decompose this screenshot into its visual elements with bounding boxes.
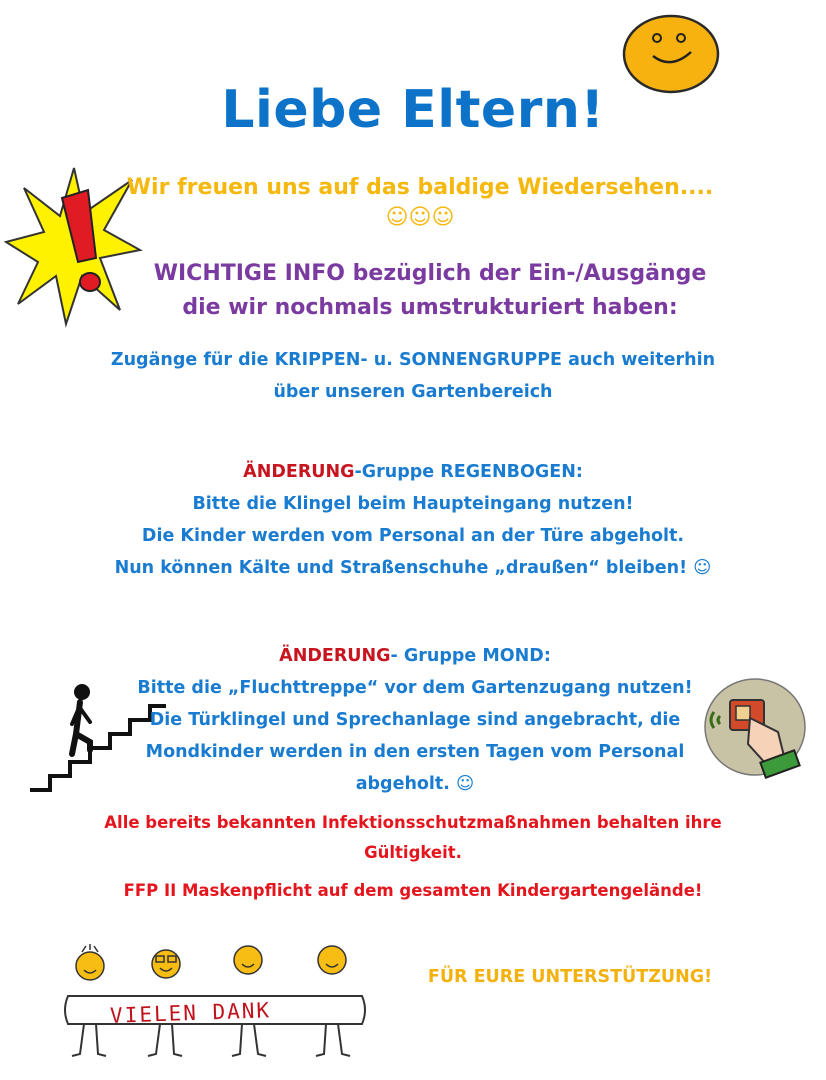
mond-line-4: abgeholt. ☺ <box>355 774 475 794</box>
mask-notice: FFP II Maskenpflicht auf dem gesamten Kindergartengelände! <box>123 881 703 900</box>
regenbogen-heading <box>60 456 766 488</box>
mond-section <box>110 640 720 800</box>
access-line-2: über unseren Gartenbereich <box>273 382 553 402</box>
regenbogen-section <box>60 456 766 584</box>
important-info <box>110 257 750 325</box>
regenbogen-line-2: Die Kinder werden vom Personal an der Türe abgeholt. <box>141 526 685 546</box>
rules-line-1: Alle bereits bekannten Infektionsschutzmaßnahmen behalten ihre <box>104 813 722 832</box>
rules-line-2: Gültigkeit. <box>364 843 462 862</box>
regenbogen-line-1: Bitte die Klingel beim Haupteingang nutzen! <box>192 494 634 514</box>
group-name: - Gruppe MOND: <box>390 646 551 666</box>
group-name: -Gruppe REGENBOGEN: <box>354 462 583 482</box>
banner-text: VIELEN DANK <box>109 998 272 1028</box>
change-label: ÄNDERUNG <box>243 462 355 482</box>
important-line-1: WICHTIGE INFO bezüglich der Ein-/Ausgänge <box>153 261 707 286</box>
thanks-text: FÜR EURE UNTERSTÜTZUNG! <box>427 967 713 987</box>
greeting-smileys: ☺☺☺ <box>385 205 455 230</box>
mond-line-1: Bitte die „Fluchttreppe“ vor dem Gartenzugang nutzen! <box>137 678 693 698</box>
mond-heading <box>110 640 720 672</box>
mond-line-3: Mondkinder werden in den ersten Tagen vom Personal <box>145 742 685 762</box>
access-line-1: Zugänge für die KRIPPEN- u. SONNENGRUPPE auch weiterhin <box>110 350 716 370</box>
regenbogen-line-3: Nun können Kälte und Straßenschuhe „draußen“ bleiben! ☺ <box>114 558 712 578</box>
mond-line-2: Die Türklingel und Sprechanlage sind angebracht, die <box>149 710 681 730</box>
greeting-line: Wir freuen uns auf das baldige Wiedersehen.... <box>126 175 714 200</box>
important-line-2: die wir nochmals umstrukturiert haben: <box>182 295 678 320</box>
change-label: ÄNDERUNG <box>279 646 391 666</box>
rules-notice <box>60 808 766 868</box>
page-title: Liebe Eltern! <box>221 80 605 140</box>
greeting <box>110 173 730 233</box>
access-info <box>60 344 766 408</box>
